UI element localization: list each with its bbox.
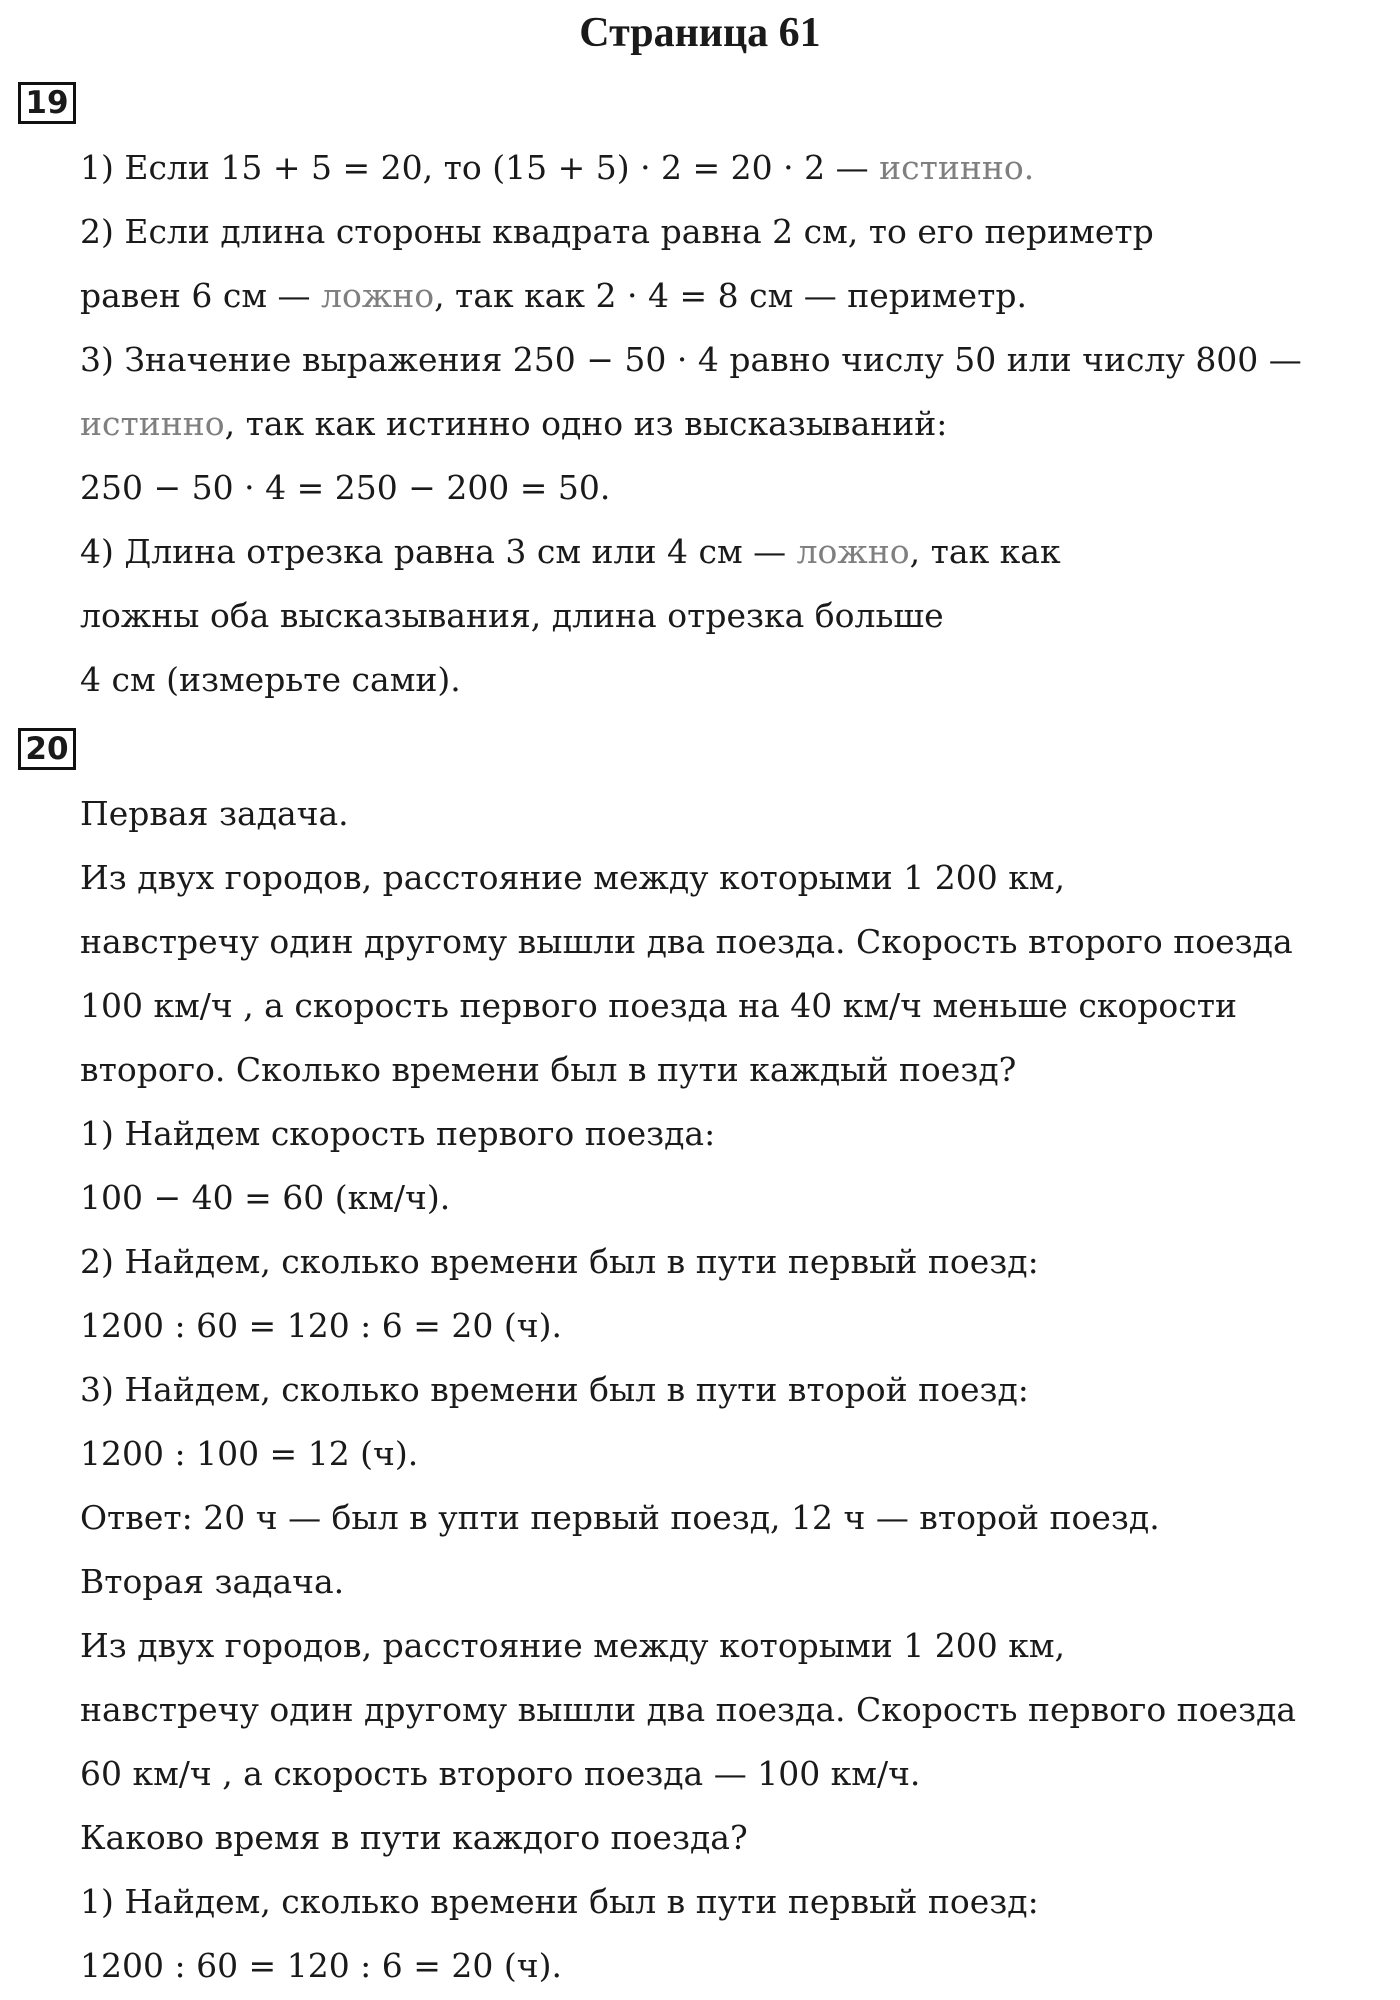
text-line bbox=[80, 1486, 1370, 1550]
text-line bbox=[80, 910, 1370, 974]
text-segment: , так как истинно одно из высказываний: bbox=[224, 404, 948, 443]
text-segment: 100 − 40 = 60 (км/ч). bbox=[80, 1178, 451, 1217]
text-segment: 1) Если 15 + 5 = 20, то (15 + 5) · 2 = 20 · 2 — bbox=[80, 148, 880, 187]
text-line bbox=[80, 1742, 1370, 1806]
text-segment: Вторая задача. bbox=[80, 1562, 345, 1601]
text-line bbox=[80, 136, 1370, 200]
text-line bbox=[80, 1422, 1370, 1486]
text-segment: 60 км/ч , а скорость второго поезда — 100 км/ч. bbox=[80, 1754, 921, 1793]
text-segment: 2) Найдем, сколько времени был в пути первый поезд: bbox=[80, 1242, 1039, 1281]
text-line bbox=[80, 520, 1370, 584]
text-segment: ложны оба высказывания, длина отрезка больше bbox=[80, 596, 944, 635]
text-line bbox=[80, 1934, 1370, 1998]
text-line bbox=[80, 1294, 1370, 1358]
text-segment: , так как bbox=[909, 532, 1061, 571]
task-number-19: 19 bbox=[18, 82, 76, 124]
page-title: Страница 61 bbox=[579, 10, 821, 56]
text-segment: 1) Найдем скорость первого поезда: bbox=[80, 1114, 716, 1153]
text-line bbox=[80, 782, 1370, 846]
text-segment: 3) Значение выражения 250 − 50 · 4 равно числу 50 или числу 800 — bbox=[80, 340, 1302, 379]
text-segment: 1200 : 60 = 120 : 6 = 20 (ч). bbox=[80, 1306, 562, 1345]
text-segment: 100 км/ч , а скорость первого поезда на 40 км/ч меньше скорости bbox=[80, 986, 1238, 1025]
truth-value: истинно. bbox=[879, 148, 1035, 187]
text-line bbox=[80, 1358, 1370, 1422]
truth-value: ложно bbox=[321, 276, 435, 315]
text-line bbox=[80, 1614, 1370, 1678]
task-20-solution bbox=[80, 782, 1370, 1998]
text-line bbox=[80, 1870, 1370, 1934]
text-line bbox=[80, 1166, 1370, 1230]
text-segment: Первая задача. bbox=[80, 794, 349, 833]
text-line bbox=[80, 584, 1370, 648]
text-line bbox=[80, 328, 1370, 392]
text-segment: навстречу один другому вышли два поезда. Скорость первого поезда bbox=[80, 1690, 1297, 1729]
text-line bbox=[80, 392, 1370, 456]
text-segment: Ответ: 20 ч — был в упти первый поезд, 12 ч — второй поезд. bbox=[80, 1498, 1160, 1537]
text-line bbox=[80, 1678, 1370, 1742]
text-segment: 4) Длина отрезка равна 3 см или 4 см — bbox=[80, 532, 797, 571]
text-segment: Из двух городов, расстояние между которыми 1 200 км, bbox=[80, 1626, 1065, 1665]
text-segment: Из двух городов, расстояние между которыми 1 200 км, bbox=[80, 858, 1065, 897]
text-line bbox=[80, 846, 1370, 910]
text-line bbox=[80, 264, 1370, 328]
text-segment: 3) Найдем, сколько времени был в пути второй поезд: bbox=[80, 1370, 1029, 1409]
text-segment: 250 − 50 · 4 = 250 − 200 = 50. bbox=[80, 468, 611, 507]
truth-value: ложно bbox=[796, 532, 910, 571]
text-segment: 1200 : 100 = 12 (ч). bbox=[80, 1434, 419, 1473]
text-line bbox=[80, 200, 1370, 264]
text-line bbox=[80, 648, 1370, 712]
text-segment: 2) Если длина стороны квадрата равна 2 см, то его периметр bbox=[80, 212, 1154, 251]
text-segment: навстречу один другому вышли два поезда. Скорость второго поезда bbox=[80, 922, 1293, 961]
text-segment: второго. Сколько времени был в пути каждый поезд? bbox=[80, 1050, 1017, 1089]
text-line bbox=[80, 1230, 1370, 1294]
text-line bbox=[80, 1038, 1370, 1102]
text-line bbox=[80, 1102, 1370, 1166]
truth-value: истинно bbox=[80, 404, 225, 443]
text-line bbox=[80, 456, 1370, 520]
text-line bbox=[80, 1806, 1370, 1870]
text-segment: , так как 2 · 4 = 8 см — периметр. bbox=[434, 276, 1027, 315]
task-19-solution bbox=[80, 136, 1370, 712]
text-segment: 1200 : 60 = 120 : 6 = 20 (ч). bbox=[80, 1946, 562, 1985]
text-segment: равен 6 см — bbox=[80, 276, 322, 315]
task-number-20: 20 bbox=[18, 728, 76, 770]
text-line bbox=[80, 1550, 1370, 1614]
text-segment: Каково время в пути каждого поезда? bbox=[80, 1818, 748, 1857]
text-segment: 1) Найдем, сколько времени был в пути первый поезд: bbox=[80, 1882, 1039, 1921]
text-line bbox=[80, 974, 1370, 1038]
text-segment: 4 см (измерьте сами). bbox=[80, 660, 461, 699]
